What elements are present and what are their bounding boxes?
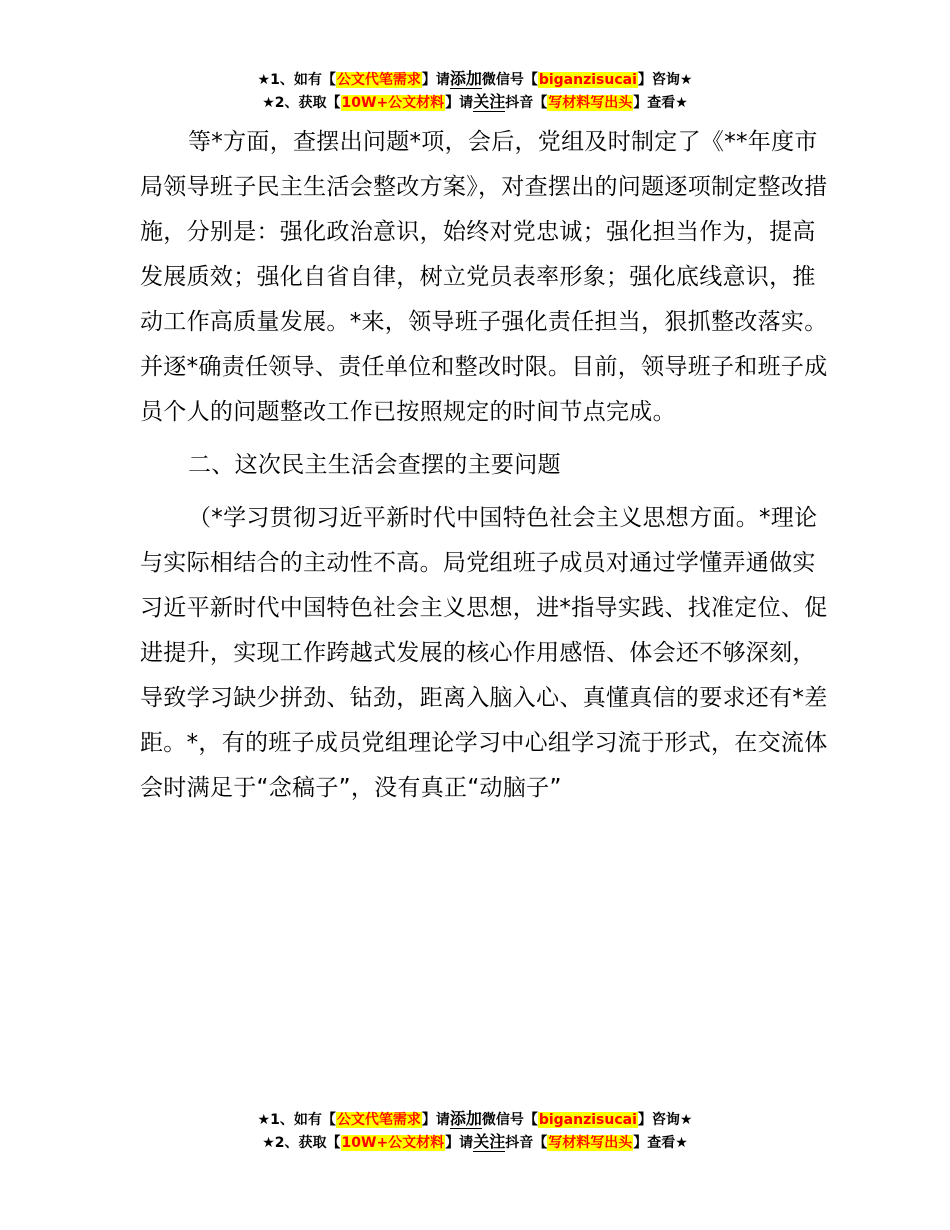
banner-line-1: ★1、如有【公文代笔需求】请添加微信号【biganzisucai】咨询★ [257, 69, 693, 88]
highlight-service: 公文代笔需求 [336, 72, 421, 88]
highlight-materials: 10W+公文材料 [341, 95, 445, 111]
footer-banner [0, 1108, 950, 1154]
banner-line-1-footer: ★1、如有【公文代笔需求】请添加微信号【biganzisucai】咨询★ [257, 1109, 693, 1128]
banner-line-2-footer: ★2、获取【10W+公文材料】请关注抖音【写材料写出头】查看★ [262, 1132, 688, 1151]
paragraph-rectification: 等*方面，查摆出问题*项，会后，党组及时制定了《**年度市局领导班子民主生活会整改方案》，对查摆出的问题逐项制定整改措施，分别是：强化政治意识，始终对党忠诚；强化担当作为，提高发展质效；强化自省自律，树立党员表率形象；强化底线意识，推动工作高质量发展。*来，领导班子强化责任担当，狠抓整改落实。并逐*确责任领导、责任单位和整改时限。目前，领导班子和班子成员个人的问题整改工作已按照规定的时间节点完成。 [140, 129, 828, 425]
banner-line-2: ★2、获取【10W+公文材料】请关注抖音【写材料写出头】查看★ [262, 92, 688, 111]
highlight-douyin: 写材料写出头 [548, 95, 633, 111]
header-banner [0, 68, 950, 114]
highlight-service: 公文代笔需求 [336, 1112, 421, 1128]
section-heading-main-problems: 二、这次民主生活会查摆的主要问题 [188, 452, 561, 478]
paragraph-study-issues: （*学习贯彻习近平新时代中国特色社会主义思想方面。*理论与实际相结合的主动性不高。局党组班子成员对通过学懂弄通做实习近平新时代中国特色社会主义思想，进*指导实践、找准定位、促进提升，实现工作跨越式发展的核心作用感悟、体会还不够深刻，导致学习缺少拼劲、钻劲，距离入脑入心、真懂真信的要求还有*差距。*，有的班子成员党组理论学习中心组学习流于形式，在交流体会时满足于“念稿子”，没有真正“动脑子” [140, 505, 828, 801]
highlight-wechat-id: biganzisucai [538, 1112, 637, 1128]
highlight-wechat-id: biganzisucai [538, 72, 637, 88]
highlight-douyin: 写材料写出头 [548, 1135, 633, 1151]
highlight-materials: 10W+公文材料 [341, 1135, 445, 1151]
document-body [140, 120, 830, 811]
